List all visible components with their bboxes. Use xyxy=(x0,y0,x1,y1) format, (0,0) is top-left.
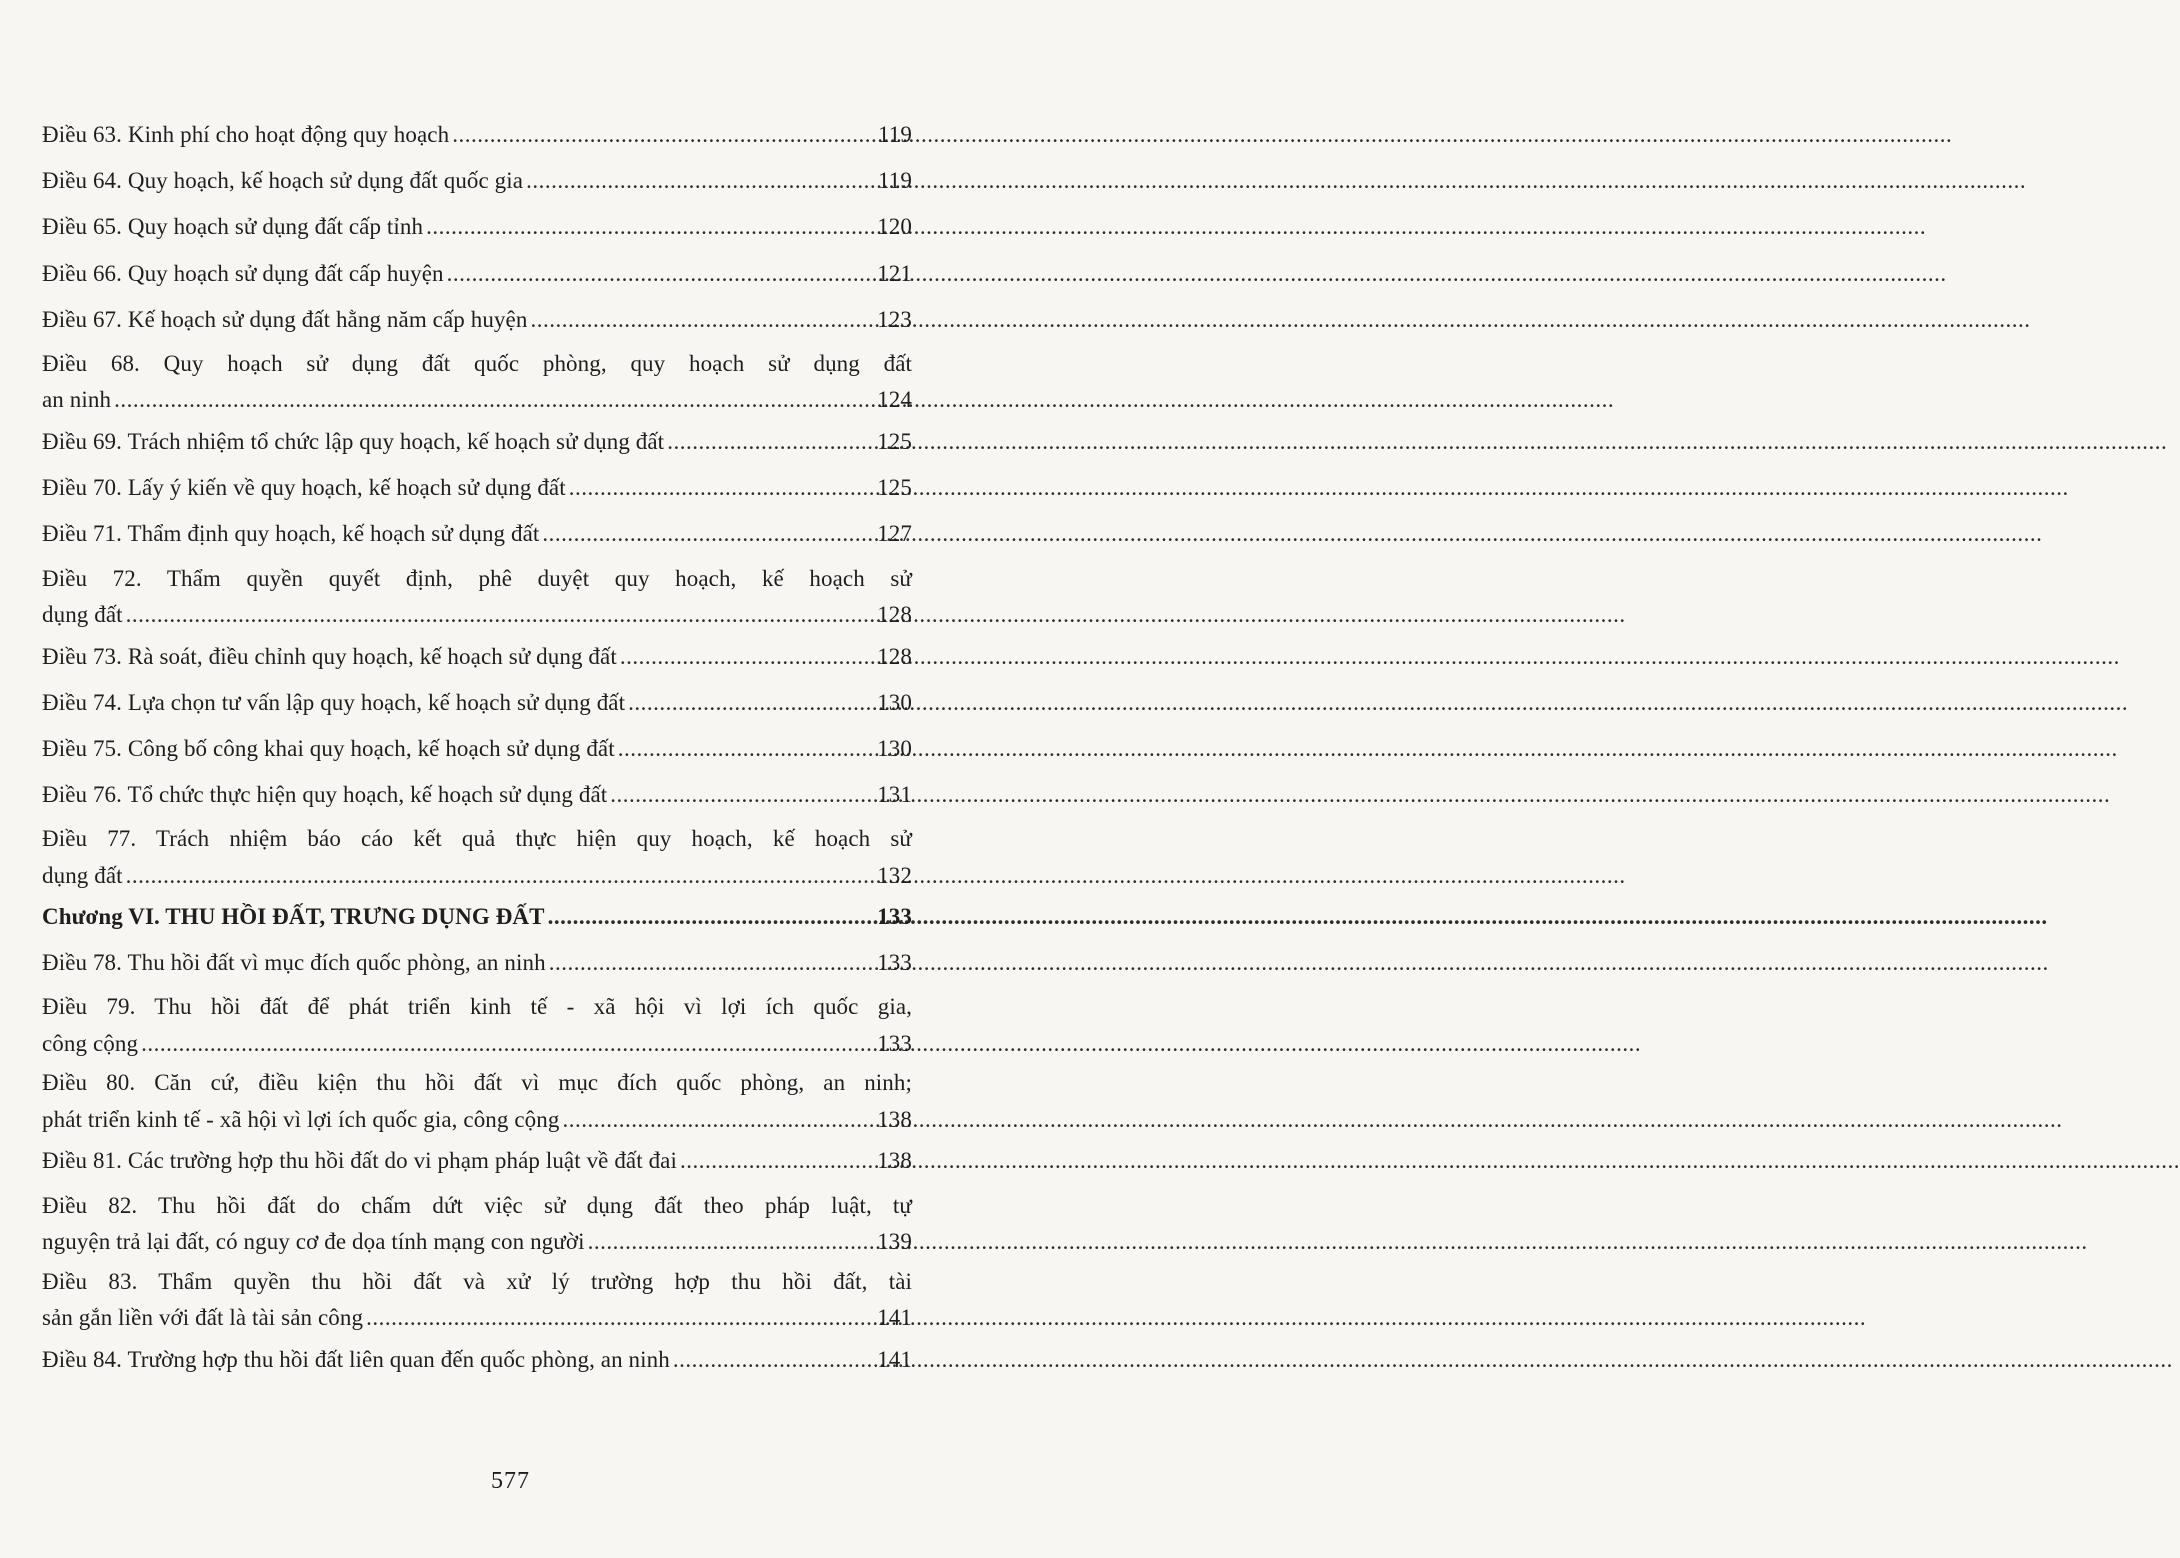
toc-entry-title: Điều 82. Thu hồi đất do chấm dứt việc sử dụng đất theo pháp luật, tự xyxy=(42,1192,912,1218)
toc-entry-title: Điều 63. Kinh phí cho hoạt động quy hoạch xyxy=(42,122,450,147)
toc-entry-line xyxy=(42,1065,912,1102)
dot-leader xyxy=(426,204,874,250)
dot-leader xyxy=(569,465,874,511)
toc-page-number: 130 xyxy=(877,735,912,761)
toc-entry xyxy=(42,940,912,986)
toc-entry-line xyxy=(42,382,912,419)
dot-leader xyxy=(680,1138,874,1184)
toc-page-number: 130 xyxy=(877,689,912,715)
toc-page-number: 131 xyxy=(877,782,912,808)
dot-leader xyxy=(618,726,874,772)
toc-entry-title: Điều 78. Thu hồi đất vì mục đích quốc phòng, an ninh xyxy=(42,950,546,976)
toc-entry-line xyxy=(42,1026,912,1063)
dot-leader xyxy=(526,158,875,204)
toc-entry-title: Điều 71. Thẩm định quy hoạch, kế hoạch sử dụng đất xyxy=(42,521,540,547)
page-number: 577 xyxy=(491,1468,530,1494)
toc-entry-title: dụng đất xyxy=(42,602,123,627)
toc-entry-line xyxy=(42,821,912,858)
toc-entry-line xyxy=(42,634,912,680)
toc-entry-title: Điều 74. Lựa chọn tư vấn lập quy hoạch, kế hoạch sử dụng đất xyxy=(42,689,626,715)
dot-leader xyxy=(610,772,874,818)
toc-entry-line xyxy=(42,1188,912,1225)
toc-entry xyxy=(42,726,912,772)
toc-page-number: 139 xyxy=(877,1229,912,1255)
toc-entry-line xyxy=(42,346,912,383)
dot-leader xyxy=(620,634,874,680)
toc-entry-line xyxy=(42,419,912,465)
toc-entry-line xyxy=(42,251,912,297)
toc-entry-title: Điều 76. Tổ chức thực hiện quy hoạch, kế hoạch sử dụng đất xyxy=(42,782,608,808)
toc-entry xyxy=(42,1062,912,1138)
toc-entry-title: Điều 84. Trường hợp thu hồi đất liên quan đến quốc phòng, an ninh xyxy=(42,1346,670,1372)
toc-entry-line xyxy=(42,858,912,895)
toc-entry xyxy=(42,1337,912,1383)
dot-leader xyxy=(542,511,874,557)
toc-entry-line xyxy=(42,1102,912,1139)
toc-entry xyxy=(42,251,912,297)
toc-page-number: 138 xyxy=(877,1148,912,1174)
toc-chapter-entry xyxy=(42,894,912,940)
toc-entry-title: Điều 83. Thẩm quyền thu hồi đất và xử lý trường hợp thu hồi đất, tài xyxy=(42,1268,912,1294)
toc-entry-line xyxy=(42,680,912,726)
toc-entry xyxy=(42,511,912,557)
toc-entry-title: công cộng xyxy=(42,1030,139,1056)
dot-leader xyxy=(562,1102,874,1139)
toc-entry-title: Điều 70. Lấy ý kiến về quy hoạch, kế hoạch sử dụng đất xyxy=(42,475,566,501)
toc-entry-line xyxy=(42,465,912,511)
toc-entry-title: Điều 77. Trách nhiệm báo cáo kết quả thực hiện quy hoạch, kế hoạch sử xyxy=(42,826,912,852)
toc-entry-line xyxy=(42,204,912,250)
toc-entry-title: Điều 67. Kế hoạch sử dụng đất hằng năm cấp huyện xyxy=(42,306,528,332)
toc-entry-line xyxy=(42,561,912,598)
toc-entry xyxy=(42,158,912,204)
toc-page-number: 123 xyxy=(877,306,912,332)
toc-entry-line xyxy=(42,989,912,1026)
toc-entry-line xyxy=(42,940,912,986)
toc-entry-line xyxy=(42,1337,912,1383)
toc-page-number: 128 xyxy=(877,643,912,669)
toc-entry xyxy=(42,1138,912,1184)
toc-entry-title: Điều 75. Công bố công khai quy hoạch, kế hoạch sử dụng đất xyxy=(42,735,615,761)
toc-entry-line xyxy=(42,1224,912,1261)
dot-leader xyxy=(667,419,874,465)
dot-leader xyxy=(530,297,874,343)
toc-page-number: 120 xyxy=(877,214,912,240)
toc-page-number: 138 xyxy=(877,1106,912,1132)
dot-leader xyxy=(673,1337,874,1383)
toc-entry-title: Điều 64. Quy hoạch, kế hoạch sử dụng đất quốc gia xyxy=(42,168,524,194)
toc-entry-line xyxy=(42,597,912,634)
toc-page-number: 132 xyxy=(877,862,912,888)
toc-entry xyxy=(42,297,912,343)
dot-leader xyxy=(548,894,875,940)
toc-page-number: 128 xyxy=(877,602,912,627)
toc-entry-line xyxy=(42,772,912,818)
toc-page-number: 119 xyxy=(878,122,912,147)
dot-leader xyxy=(628,680,874,726)
toc-entry-title: Điều 66. Quy hoạch sử dụng đất cấp huyện xyxy=(42,260,444,286)
toc-entry-line xyxy=(42,1264,912,1301)
toc-entry-line xyxy=(42,1300,912,1337)
table-of-contents xyxy=(42,112,912,1383)
toc-entry xyxy=(42,204,912,250)
dot-leader xyxy=(447,251,875,297)
toc-entry-title: Điều 68. Quy hoạch sử dụng đất quốc phòng, quy hoạch sử dụng đất xyxy=(42,350,912,376)
toc-page-number: 121 xyxy=(877,260,912,286)
toc-entry-line xyxy=(42,726,912,772)
toc-entry-line xyxy=(42,297,912,343)
toc-entry-title: dụng đất xyxy=(42,862,123,888)
dot-leader xyxy=(126,858,875,895)
toc-page-number: 133 xyxy=(877,1030,912,1056)
toc-entry xyxy=(42,634,912,680)
book-page xyxy=(0,0,1021,1558)
toc-entry-title: Điều 69. Trách nhiệm tổ chức lập quy hoạch, kế hoạch sử dụng đất xyxy=(42,428,665,454)
toc-page-number: 125 xyxy=(877,428,912,454)
toc-entry-title: an ninh xyxy=(42,387,112,413)
toc-entry xyxy=(42,558,912,634)
toc-entry xyxy=(42,772,912,818)
toc-entry xyxy=(42,465,912,511)
toc-entry xyxy=(42,1185,912,1261)
toc-page-number: 133 xyxy=(877,950,912,976)
dot-leader xyxy=(141,1026,874,1063)
toc-entry-title: Điều 81. Các trường hợp thu hồi đất do vi phạm pháp luật về đất đai xyxy=(42,1148,677,1174)
toc-page-number: 141 xyxy=(877,1346,912,1372)
toc-entry xyxy=(42,343,912,419)
toc-entry xyxy=(42,680,912,726)
toc-entry-title: Điều 80. Căn cứ, điều kiện thu hồi đất vì mục đích quốc phòng, an ninh; xyxy=(42,1070,912,1096)
dot-leader xyxy=(452,112,875,158)
toc-entry-line xyxy=(42,894,912,940)
toc-entry-title: sản gắn liền với đất là tài sản công xyxy=(42,1305,364,1331)
toc-entry-line xyxy=(42,511,912,557)
toc-entry-line xyxy=(42,1138,912,1184)
toc-entry-line xyxy=(42,158,912,204)
toc-page-number: 125 xyxy=(877,475,912,501)
toc-entry-title: Chương VI. THU HỒI ĐẤT, TRƯNG DỤNG ĐẤT xyxy=(42,904,545,930)
dot-leader xyxy=(366,1300,874,1337)
toc-entry-title: Điều 72. Thẩm quyền quyết định, phê duyệt quy hoạch, kế hoạch sử xyxy=(42,565,912,591)
toc-entry xyxy=(42,1261,912,1337)
toc-entry xyxy=(42,986,912,1062)
toc-entry-title: nguyện trả lại đất, có nguy cơ đe dọa tính mạng con người xyxy=(42,1229,585,1255)
dot-leader xyxy=(588,1224,875,1261)
toc-page-number: 133 xyxy=(877,904,912,930)
toc-page-number: 141 xyxy=(877,1305,912,1331)
toc-entry-title: phát triển kinh tế - xã hội vì lợi ích quốc gia, công cộng xyxy=(42,1106,560,1132)
toc-entry xyxy=(42,112,912,158)
toc-entry-title: Điều 65. Quy hoạch sử dụng đất cấp tỉnh xyxy=(42,214,424,240)
toc-entry xyxy=(42,818,912,894)
toc-page-number: 124 xyxy=(877,387,912,413)
dot-leader xyxy=(114,382,874,419)
toc-entry-title: Điều 79. Thu hồi đất để phát triển kinh tế - xã hội vì lợi ích quốc gia, xyxy=(42,994,912,1020)
dot-leader xyxy=(126,597,875,634)
toc-entry xyxy=(42,419,912,465)
toc-entry-line xyxy=(42,112,912,158)
toc-page-number: 119 xyxy=(878,168,912,194)
dot-leader xyxy=(549,940,875,986)
toc-entry-title: Điều 73. Rà soát, điều chỉnh quy hoạch, kế hoạch sử dụng đất xyxy=(42,643,617,669)
toc-page-number: 127 xyxy=(877,521,912,547)
